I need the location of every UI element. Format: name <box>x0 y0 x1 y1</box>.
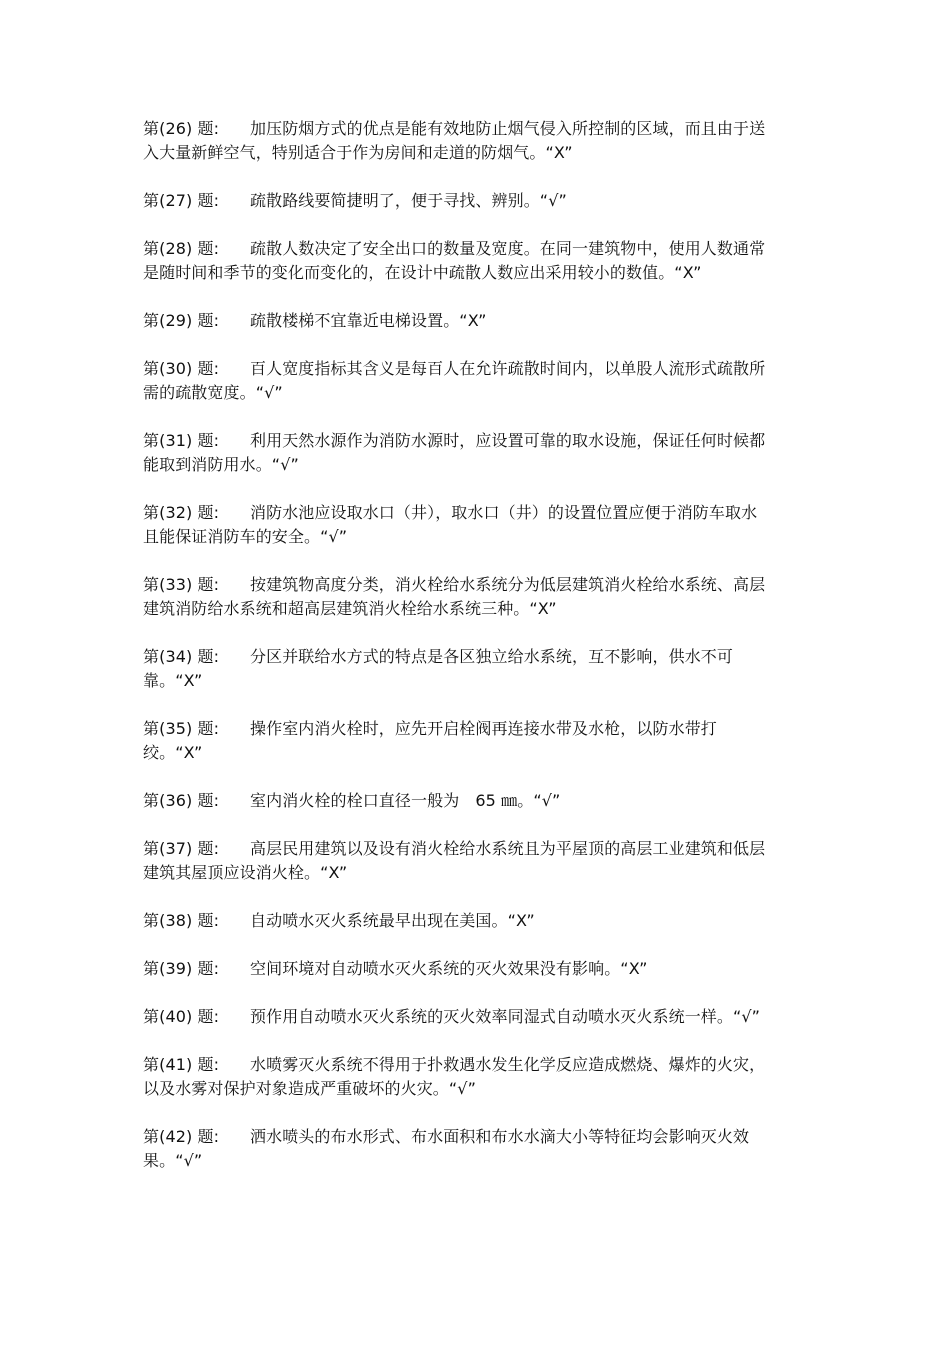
question-number: 第(28) 题: <box>143 239 220 258</box>
question-text: 空间环境对自动喷水灭火系统的灭火效果没有影响。“X” <box>250 959 648 978</box>
question-item <box>143 957 771 981</box>
question-number: 第(36) 题: <box>143 791 220 810</box>
question-number: 第(39) 题: <box>143 959 220 978</box>
question-item <box>143 309 771 333</box>
question-item <box>143 717 771 765</box>
question-item <box>143 357 771 405</box>
question-text: 预作用自动喷水灭火系统的灭火效率同湿式自动喷水灭火系统一样。“√” <box>250 1007 761 1026</box>
question-number: 第(40) 题: <box>143 1007 220 1026</box>
question-item <box>143 573 771 621</box>
question-text: 加压防烟方式的优点是能有效地防止烟气侵入所控制的区域，而且由于送入大量新鲜空气，特别适合于作为房间和走道的防烟气。“X” <box>143 119 766 162</box>
question-text: 疏散人数决定了安全出口的数量及宽度。在同一建筑物中，使用人数通常是随时间和季节的变化而变化的，在设计中疏散人数应出采用较小的数值。“X” <box>143 239 766 282</box>
question-item <box>143 237 771 285</box>
question-number: 第(41) 题: <box>143 1055 220 1074</box>
question-number: 第(37) 题: <box>143 839 220 858</box>
question-item <box>143 1053 771 1101</box>
question-item <box>143 645 771 693</box>
question-item <box>143 789 771 813</box>
question-text: 按建筑物高度分类，消火栓给水系统分为低层建筑消火栓给水系统、高层建筑消防给水系统和超高层建筑消火栓给水系统三种。“X” <box>143 575 766 618</box>
question-text: 疏散路线要简捷明了，便于寻找、辨别。“√” <box>250 191 567 210</box>
question-number: 第(34) 题: <box>143 647 220 666</box>
question-text: 水喷雾灭火系统不得用于扑救遇水发生化学反应造成燃烧、爆炸的火灾，以及水雾对保护对象造成严重破坏的火灾。“√” <box>143 1055 766 1098</box>
question-item <box>143 1005 771 1029</box>
question-item <box>143 189 771 213</box>
question-number: 第(42) 题: <box>143 1127 220 1146</box>
question-list <box>143 117 771 1197</box>
question-text: 室内消火栓的栓口直径一般为 65 ㎜。“√” <box>250 791 561 810</box>
question-text: 利用天然水源作为消防水源时，应设置可靠的取水设施，保证任何时候都能取到消防用水。“√” <box>143 431 766 474</box>
question-text: 操作室内消火栓时，应先开启栓阀再连接水带及水枪，以防水带打绞。“X” <box>143 719 717 762</box>
question-number: 第(26) 题: <box>143 119 220 138</box>
question-number: 第(29) 题: <box>143 311 220 330</box>
question-number: 第(30) 题: <box>143 359 220 378</box>
question-item <box>143 501 771 549</box>
question-item <box>143 117 771 165</box>
question-number: 第(35) 题: <box>143 719 220 738</box>
question-number: 第(38) 题: <box>143 911 220 930</box>
question-item <box>143 1125 771 1173</box>
question-text: 自动喷水灭火系统最早出现在美国。“X” <box>250 911 535 930</box>
question-number: 第(31) 题: <box>143 431 220 450</box>
question-text: 分区并联给水方式的特点是各区独立给水系统，互不影响，供水不可靠。“X” <box>143 647 734 690</box>
question-number: 第(32) 题: <box>143 503 220 522</box>
question-text: 百人宽度指标其含义是每百人在允许疏散时间内，以单股人流形式疏散所需的疏散宽度。“√” <box>143 359 766 402</box>
question-text: 洒水喷头的布水形式、布水面积和布水水滴大小等特征均会影响灭火效果。“√” <box>143 1127 750 1170</box>
question-text: 高层民用建筑以及设有消火栓给水系统且为平屋顶的高层工业建筑和低层建筑其屋顶应设消火栓。“X” <box>143 839 766 882</box>
question-number: 第(27) 题: <box>143 191 220 210</box>
question-text: 疏散楼梯不宜靠近电梯设置。“X” <box>250 311 487 330</box>
question-item <box>143 909 771 933</box>
question-text: 消防水池应设取水口（井），取水口（井）的设置位置应便于消防车取水且能保证消防车的安全。“√” <box>143 503 758 546</box>
question-number: 第(33) 题: <box>143 575 220 594</box>
question-item <box>143 837 771 885</box>
question-item <box>143 429 771 477</box>
